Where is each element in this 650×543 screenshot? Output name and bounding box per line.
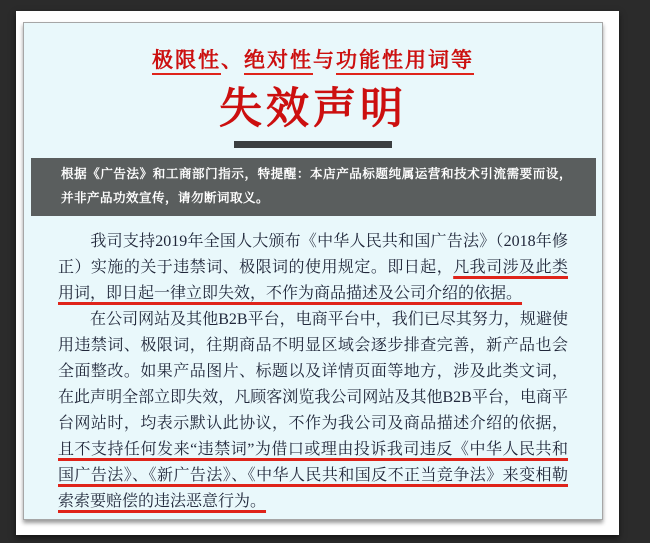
headline — [24, 44, 602, 74]
main-title: 失效声明 — [219, 85, 407, 133]
text-segment: 在公司网站及其他B2B平台，电商平台中，我们已尽其努力，规避使用违禁词、极限词，往期商品不明显区域会逐步排查完善，新产品也会全面整改。如果产品图片、标题以及详情页面等地方，涉及此类文词，在此声明全部立即失效，凡顾客浏览我公司网站及其他B2B平台，电商平台网站时，均表示默认此协议，不作为我公司及商品描述介绍的依据， — [58, 311, 568, 433]
text-segment: 我司支持2019年全国人大颁布《中华人民共和国广告法》（2018年修正）实施的关于违禁词、极限词的使用规定。即日起， — [58, 233, 568, 277]
notice-banner: 根据《广告法》和工商部门指示，特提醒：本店产品标题纯属运营和技术引流需要而设，并非产品功效宣传，请勿断词取义。 — [31, 158, 596, 216]
document-page — [16, 11, 619, 535]
title-underline-bar — [234, 141, 392, 148]
underlined-text: 功能性用词等 — [336, 49, 474, 72]
underlined-text: 且不支持任何发来“违禁词”为借口或理由投诉我司违反《中华人民共和国广告法》、《新广告法》、《中华人民共和国反不正当竞争法》来变相勒索索要赔偿的违法恶意行为。 — [58, 441, 568, 511]
body-paragraph-1 — [58, 229, 568, 307]
underlined-text: 极限性 — [152, 49, 221, 72]
statement-body — [58, 229, 568, 515]
underlined-text: 凡我司涉及此类用词，即日起一律立即失效，不作为商品描述及公司介绍的依据。 — [58, 259, 568, 303]
content-panel — [23, 22, 603, 520]
body-paragraph-2 — [58, 307, 568, 515]
underlined-text: 绝对性 — [244, 49, 313, 72]
text-segment: 与 — [313, 49, 336, 72]
text-segment: 、 — [221, 49, 244, 72]
